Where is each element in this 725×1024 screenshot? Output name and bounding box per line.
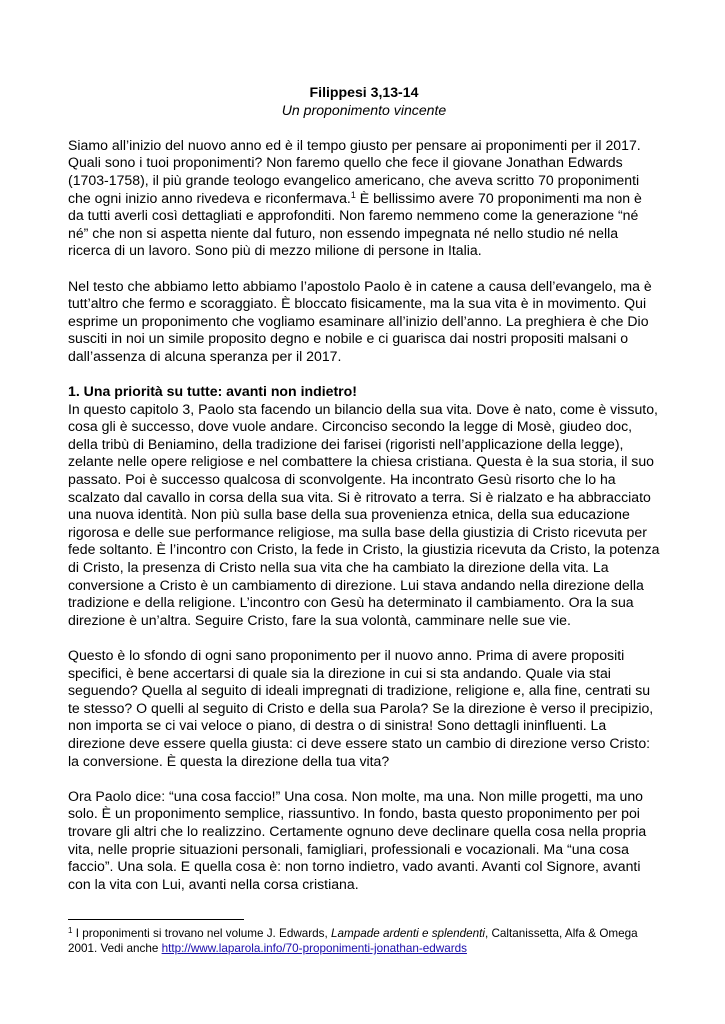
footnote-separator: [68, 919, 244, 920]
footnote-link[interactable]: http://www.laparola.info/70-proponimenti-jonathan-edwards: [161, 942, 467, 956]
footnote-reference[interactable]: 1: [350, 189, 356, 200]
section-heading-1: 1. Una priorità su tutte: avanti non indietro!: [68, 383, 357, 400]
paragraph-one-thing: Ora Paolo dice: “una cosa faccio!” Una cosa. Non molte, ma una. Non mille progetti, ma uno solo. È un proponimento semplice, riassuntivo. In fondo, basta questo proponimento per poi trovare gli altri che lo realizzino. Certamente ognuno deve declinare quella cosa nella propria vita, nelle proprie situazioni personali, famigliari, professionali e vocazionali. Ma “una cosa faccio”. Una sola. E quella cosa è: non torno indietro, vado avanti. Avanti col Signore, avanti con la vita con Lui, avanti nella corsa cristiana.: [68, 787, 647, 892]
paragraph-section-1: In questo capitolo 3, Paolo sta facendo un bilancio della sua vita. Dove è nato, come è vissuto, cosa gli è successo, dove vuole andare. Circonciso secondo la legge di Mosè, giudeo doc, della tribù di Beniamino, della tradizione dei farisei (rigoristi nell’applicazione della legge), zelante nelle opere religiose e nel combattere la chiesa cristiana. Questa è la sua storia, il suo passato. Poi è successo qualcosa di sconvolgente. Ha incontrato Gesù risorto che lo ha scalzato dal cavallo in corsa della sua vita. Si è ritrovato a terra. Si è rialzato e ha abbracciato una nuova identità. Non più sulla base della sua provenienza etnica, della sua educazione rigorosa e delle sue performance religiose, ma sulla base della giustizia di Cristo ricevuta per fede soltanto. È l’incontro con Cristo, la fede in Cristo, la giustizia ricevuta da Cristo, la potenza di Cristo, la presenza di Cristo nella sua vita che ha cambiato la direzione della vita. La conversione a Cristo è un cambiamento di direzione. Lui stava andando nella direzione della tradizione e della religione. L’incontro con Gesù ha determinato il cambiamento. Ora la sua direzione è un’altra. Seguire Cristo, fare la sua volontà, camminare nelle sue vie.: [68, 400, 660, 628]
footnote-text-cont: , Caltanissetta, Alfa & Omega 2001. Vedi anche: [68, 927, 638, 956]
paragraph-intro-text: Siamo all’inizio del nuovo anno ed è il tempo giusto per pensare ai proponimenti per il 2017. Quali sono i tuoi proponimenti? Non faremo quello che fece il giovane Jonathan Edwards (1703-1758), il più grande teologo evangelico americano, che aveva scritto 70 proponimenti che ogni inizio anno rivedeva e riconfermava.: [68, 136, 641, 206]
footnote-book-title: Lampade ardenti e splendenti: [331, 927, 485, 940]
footnote: [68, 926, 660, 957]
footnote-marker: 1: [68, 926, 73, 935]
footnote-text: I proponimenti si trovano nel volume J. Edwards,: [72, 927, 331, 940]
document-body: [68, 84, 660, 911]
document-title: Filippesi 3,13-14: [309, 84, 419, 100]
paragraph-intro: [68, 137, 660, 260]
paragraph-direction: Questo è lo sfondo di ogni sano proponimento per il nuovo anno. Prima di avere propositi specifici, è bene accertarsi di quale sia la direzione in cui si sta andando. Quale via stai seguendo? Quella al seguito di ideali impregnati di tradizione, religione e, alla fine, centrati su te stesso? O quelli al seguito di Cristo e della sua Parola? Se la direzione è verso il precipizio, non importa se ci vai veloce o piano, di destra o di sinistra! Sono dettagli ininfluenti. La direzione deve essere quella giusta: ci deve essere stato un cambio di direzione verso Cristo: la conversione. È questa la direzione della tua vita?: [68, 647, 654, 769]
paragraph-intro-text-cont: È bellissimo avere 70 proponimenti ma non è da tutti averli così dettagliati e approfonditi. Non faremo nemmeno come la generazione “né né” che non si aspetta niente dal futuro, non essendo impegnata né nello studio né nella ricerca di un lavoro. Sono più di mezzo milione di persone in Italia.: [68, 189, 642, 259]
document-subtitle: Un proponimento vincente: [281, 101, 447, 118]
paragraph-context: Nel testo che abbiamo letto abbiamo l’apostolo Paolo è in catene a causa dell’evangelo, ma è tutt’altro che fermo e scoraggiato. È bloccato fisicamente, ma la sua vita è in movimento. Qui esprime un proponimento che vogliamo esaminare all’inizio dell’anno. La preghiera è che Dio susciti in noi un simile proposito degno e nobile e ci guarisca dai nostri propositi malsani o dall’assenza di alcuna speranza per il 2017.: [68, 277, 652, 364]
